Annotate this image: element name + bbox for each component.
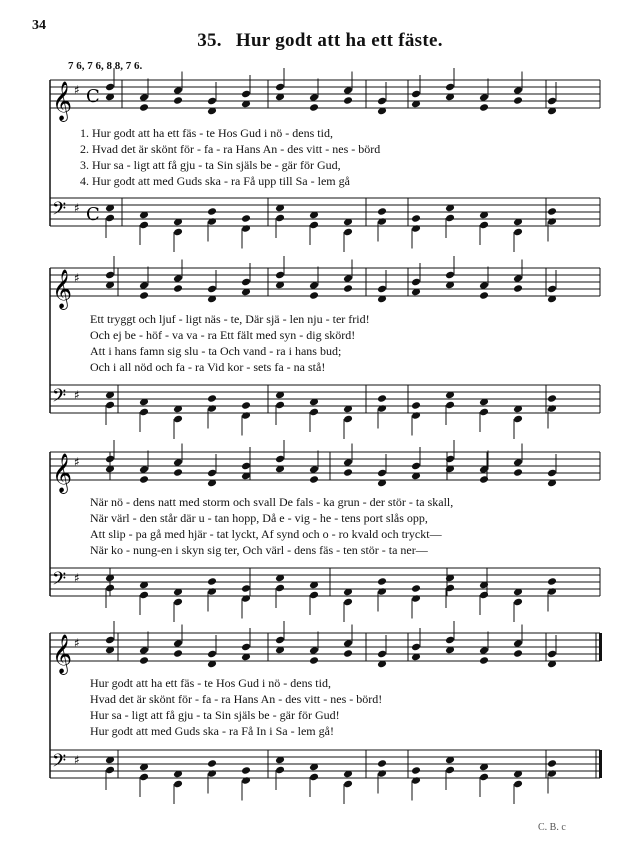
lyric-line: 1. Hur godt att ha ett fäs - te Hos Gud i nö - dens tid, [80,126,333,140]
lyric-line: Hur sa - ligt att få gju - ta Sin själs be - gär för Gud! [90,708,340,722]
lyric-line: 2. Hvad det är skönt för - fa - ra Hans An - des vitt - nes - börd [80,142,381,156]
notehead [377,759,387,768]
notehead [139,291,149,300]
notehead [139,656,149,665]
key-signature: ♯ [74,271,80,285]
hymn-number: 35. [197,30,222,51]
notehead [207,394,217,403]
key-signature: ♯ [74,636,80,650]
notehead [547,577,557,586]
key-signature: ♯ [74,388,80,402]
key-signature: ♯ [74,201,80,215]
lyric-line: Att slip - pa gå med hjär - tat lyckt, Af synd och o - ro kvald och tryckt— [90,527,442,541]
notehead [479,103,489,112]
notehead [513,96,523,105]
notehead [173,284,183,293]
notehead [513,284,523,293]
notehead [241,766,251,775]
key-signature: ♯ [74,83,80,97]
notehead [411,766,421,775]
notehead [173,468,183,477]
treble-clef: 𝄞 [52,269,73,309]
notehead [377,394,387,403]
notehead [309,475,319,484]
notehead [343,468,353,477]
notehead [377,577,387,586]
notehead [411,584,421,593]
notehead [309,656,319,665]
key-signature: ♯ [74,455,80,469]
lyric-line: Hur godt att ha ett fäs - te Hos Gud i nö - dens tid, [90,676,331,690]
treble-clef: 𝄞 [52,81,73,121]
notehead [139,103,149,112]
key-signature: ♯ [74,753,80,767]
notehead [547,394,557,403]
page-number: 34 [32,18,46,33]
notehead [207,577,217,586]
notehead [173,649,183,658]
notehead [309,103,319,112]
hymn-title-text: Hur godt att ha ett fäste. [235,30,443,51]
notehead [479,475,489,484]
lyric-line: När värl - den står där u - tan hopp, Då e - vig - he - tens port slås opp, [90,511,428,525]
notehead [479,656,489,665]
final-bar-thick [599,633,602,661]
lyric-line: Hvad det är skönt för - fa - ra Hans An - des vitt - nes - börd! [90,692,383,706]
lyric-line: När nö - dens natt med storm och svall De fals - ka grun - der stör - ta skall, [90,495,454,509]
bass-clef: 𝄢 [52,569,67,594]
lyric-line: 3. Hur sa - ligt att få gju - ta Sin själs be - gär för Gud, [80,158,341,172]
lyric-line: Ett tryggt och ljuf - ligt näs - te, Där sjä - len nju - ter frid! [90,312,370,326]
treble-clef: 𝄞 [52,453,73,493]
bass-clef: 𝄢 [52,199,67,224]
lyric-line: När ko - nung-en i skyn sig ter, Och värl - dens fäs - ten stör - ta ner— [90,543,428,557]
notehead [411,214,421,223]
lyric-line: Att i hans famn sig slu - ta Och vand - ra i hans bud; [90,344,342,358]
notehead [309,291,319,300]
lyric-line: Hur godt att med Guds ska - ra Få In i Sa - lem gå! [90,724,334,738]
notehead [513,468,523,477]
treble-clef: 𝄞 [52,634,73,674]
lyric-line: Och ej be - höf - va va - ra Ett fält med syn - dig skörd! [90,328,356,342]
notehead [343,649,353,658]
notehead [207,759,217,768]
notehead [479,291,489,300]
notehead [207,207,217,216]
notehead [139,475,149,484]
notehead [241,214,251,223]
notehead [411,401,421,410]
final-bar-thick [599,750,602,778]
notehead [241,401,251,410]
lyric-line: 4. Hur godt att med Guds ska - ra Få upp till Sa - lem gå [80,174,350,188]
notehead [343,96,353,105]
time-signature: C [86,204,100,225]
notehead [343,284,353,293]
credit: C. B. c [538,822,566,833]
notehead [513,649,523,658]
notehead [547,207,557,216]
meter: 7 6, 7 6, 8 8, 7 6. [68,60,143,72]
lyric-line: Och i all nöd och fa - ra Vid kor - sets fa - na stå! [90,360,326,374]
bass-clef: 𝄢 [52,386,67,411]
key-signature: ♯ [74,571,80,585]
bass-clef: 𝄢 [52,751,67,776]
notehead [547,759,557,768]
notehead [377,207,387,216]
time-signature: C [86,86,100,107]
notehead [173,96,183,105]
